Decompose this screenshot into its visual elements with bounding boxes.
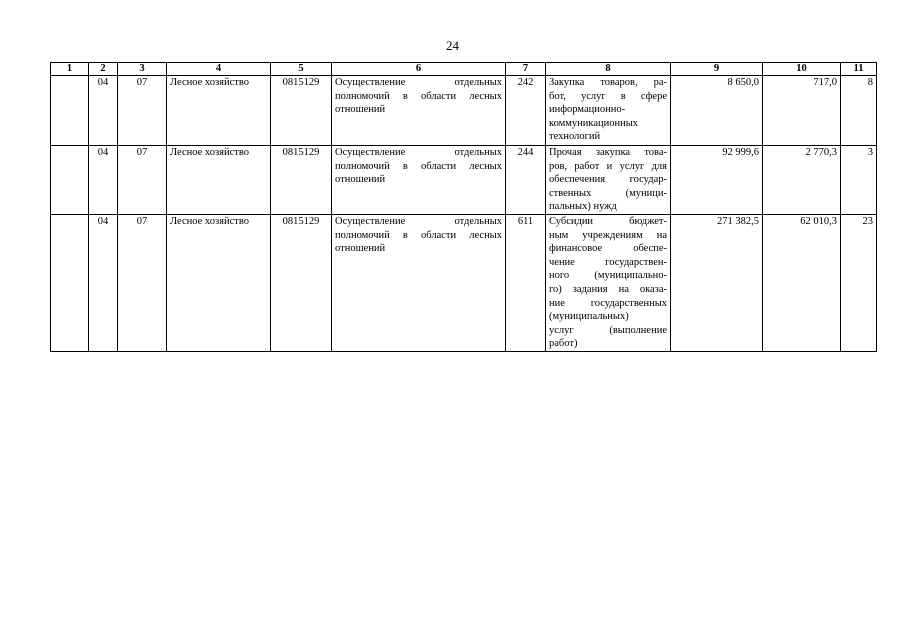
cell-expense-type-name xyxy=(546,76,671,146)
cell-target-code: 0815129 xyxy=(271,76,332,146)
cell-percent: 23 xyxy=(841,214,877,351)
cell-text-line: обеспечения государ- xyxy=(549,174,667,186)
cell-text-line: (муниципальных) xyxy=(549,311,629,323)
cell-amount-total: 92 999,6 xyxy=(671,146,763,215)
cell-amount-total: 271 382,5 xyxy=(671,214,763,351)
column-header-8: 8 xyxy=(546,63,671,76)
page-number: 24 xyxy=(446,38,459,53)
cell-text-line: коммуникационных xyxy=(549,117,639,129)
cell-subsection-name: Лесное хозяйство xyxy=(167,214,271,351)
cell-text-line: информационно- xyxy=(549,104,626,116)
cell-percent: 8 xyxy=(841,76,877,146)
cell-text-line: го) задания на оказа- xyxy=(549,283,667,295)
cell-text-line: ров, работ и услуг для xyxy=(549,160,667,172)
cell-subsection-name: Лесное хозяйство xyxy=(167,76,271,146)
cell-target-name xyxy=(332,76,506,146)
table-row xyxy=(51,214,877,351)
cell-text-line: Закупка товаров, ра- xyxy=(549,77,667,88)
table-row xyxy=(51,76,877,146)
cell-target-name xyxy=(332,214,506,351)
table-row xyxy=(51,146,877,215)
cell-text-line: полномочий в области лесных xyxy=(335,160,502,172)
cell-text-line: бот, услуг в сфере xyxy=(549,90,667,102)
cell-text-line: финансовое обеспе- xyxy=(549,243,667,255)
column-header-1: 1 xyxy=(51,63,89,76)
budget-table xyxy=(50,62,877,352)
cell-row-number xyxy=(51,214,89,351)
cell-subsection-code: 07 xyxy=(118,214,167,351)
cell-text-line: отношений xyxy=(335,174,386,186)
cell-text-line: ние государственных xyxy=(549,297,667,309)
column-header-11: 11 xyxy=(841,63,877,76)
cell-expense-type-code: 611 xyxy=(506,214,546,351)
cell-text-line: Осуществление отдельных xyxy=(335,77,502,88)
cell-amount-executed: 717,0 xyxy=(763,76,841,146)
cell-amount-executed: 62 010,3 xyxy=(763,214,841,351)
cell-row-number xyxy=(51,146,89,215)
cell-target-code: 0815129 xyxy=(271,146,332,215)
cell-section-code: 04 xyxy=(89,214,118,351)
column-header-6: 6 xyxy=(332,63,506,76)
cell-expense-type-name xyxy=(546,214,671,351)
column-header-5: 5 xyxy=(271,63,332,76)
cell-section-code: 04 xyxy=(89,146,118,215)
cell-row-number xyxy=(51,76,89,146)
cell-text-line: Прочая закупка това- xyxy=(549,147,667,158)
cell-text-line: ным учреждениям на xyxy=(549,229,667,241)
cell-expense-type-code: 242 xyxy=(506,76,546,146)
cell-text-line: пальных) нужд xyxy=(549,201,617,213)
column-header-9: 9 xyxy=(671,63,763,76)
cell-target-name xyxy=(332,146,506,215)
cell-subsection-name: Лесное хозяйство xyxy=(167,146,271,215)
cell-text-line: Осуществление отдельных xyxy=(335,215,502,227)
column-header-4: 4 xyxy=(167,63,271,76)
column-header-2: 2 xyxy=(89,63,118,76)
cell-text-line: отношений xyxy=(335,243,386,255)
cell-subsection-code: 07 xyxy=(118,76,167,146)
cell-text-line: технологий xyxy=(549,131,601,143)
cell-section-code: 04 xyxy=(89,76,118,146)
cell-text-line: Осуществление отдельных xyxy=(335,147,502,158)
table-header-row xyxy=(51,63,877,76)
cell-percent: 3 xyxy=(841,146,877,215)
cell-text-line: чение государствен- xyxy=(549,256,667,268)
cell-text-line: отношений xyxy=(335,104,386,116)
cell-text-line: Субсидии бюджет- xyxy=(549,215,667,227)
cell-text-line: ственных (муници- xyxy=(549,187,667,199)
cell-expense-type-code: 244 xyxy=(506,146,546,215)
cell-subsection-code: 07 xyxy=(118,146,167,215)
cell-text-line: ного (муниципально- xyxy=(549,270,667,282)
cell-text-line: услуг (выполнение xyxy=(549,324,667,336)
cell-amount-total: 8 650,0 xyxy=(671,76,763,146)
column-header-7: 7 xyxy=(506,63,546,76)
cell-text-line: полномочий в области лесных xyxy=(335,229,502,241)
cell-expense-type-name xyxy=(546,146,671,215)
cell-target-code: 0815129 xyxy=(271,214,332,351)
cell-text-line: работ) xyxy=(549,338,578,350)
cell-text-line: полномочий в области лесных xyxy=(335,90,502,102)
cell-amount-executed: 2 770,3 xyxy=(763,146,841,215)
column-header-3: 3 xyxy=(118,63,167,76)
column-header-10: 10 xyxy=(763,63,841,76)
